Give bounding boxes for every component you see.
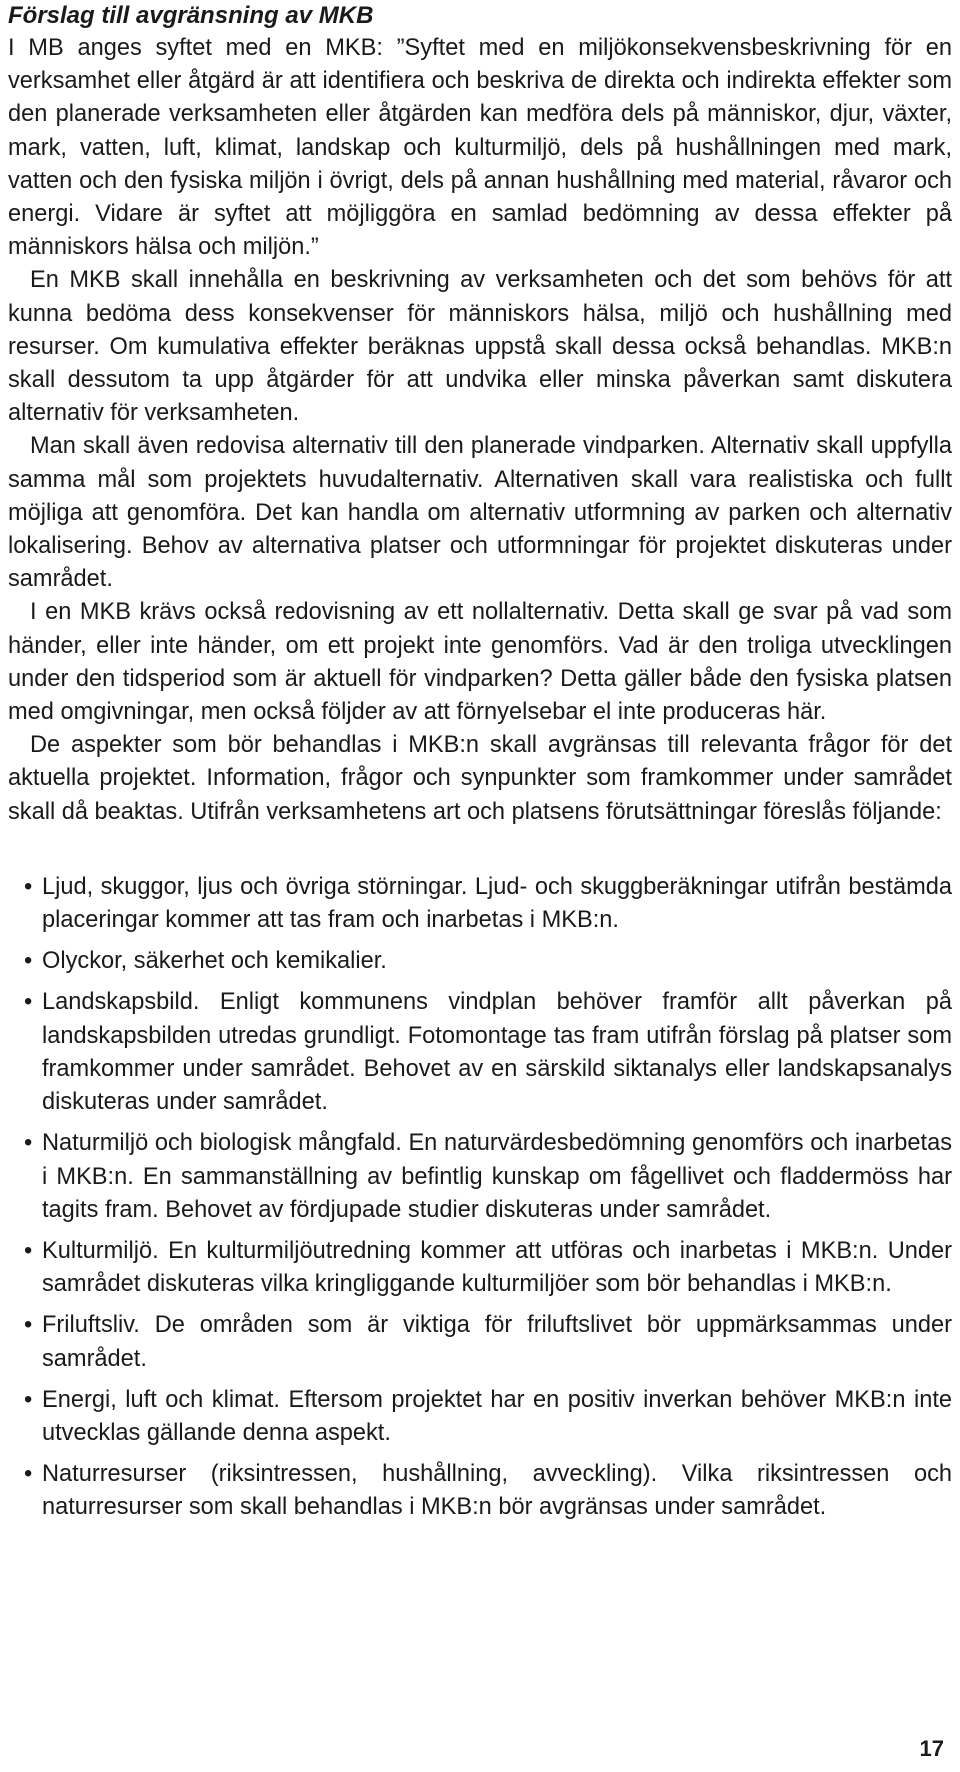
list-item-text: Naturresurser (riksintressen, hushållning, avveckling). Vilka riksintressen och naturresurser som skall behandlas i MKB:n bör avgränsas under samrådet. [42,1461,952,1521]
list-item [8,1309,952,1375]
list-item [8,945,952,978]
paragraph-purpose: I MB anges syftet med en MKB: ”Syftet med en miljökonsekvensbeskrivning för en verksamhet eller åtgärd är att identifiera och beskriva de direkta och indirekta effekter som den planerade verksamheten eller åtgärden kan medföra dels på människor, djur, växter, mark, vatten, luft, klimat, landskap och kulturmiljö, dels på hushållningen med mark, vatten och den fysiska miljön i övrigt, dels på annan hushållning med material, råvaror och energi. Vidare är syftet att möjliggöra en samlad bedömning av dessa effekter på människors hälsa och miljön.” [8,35,952,261]
paragraph-alternatives: Man skall även redovisa alternativ till den planerade vindparken. Alternativ skall uppfylla samma mål som projektets huvudalternativ. Alternativen skall vara realistiska och fullt möjliga att genomföra. Det kan handla om alternativ utformning av parken och alternativ lokalisering. Behov av alternativa platser och utformningar för projektet diskuteras under samrådet. [8,433,952,593]
bullet-icon: • [24,1312,33,1339]
bullet-icon: • [24,1386,33,1413]
list-item-text: Naturmiljö och biologisk mångfald. En naturvärdesbedömning genomförs och inarbetas i MKB:n. En sammanställning av befintlig kunskap om fågellivet och fladdermöss har tagits fram. Behovet av fördjupade studier diskuteras under samrådet. [42,1130,952,1223]
list-item [8,871,952,937]
paragraph-aspects: De aspekter som bör behandlas i MKB:n skall avgränsas till relevanta frågor för det aktuella projektet. Information, frågor och synpunkter som framkommer under samrådet skall då beaktas. Utifrån verksamhetens art och platsens förutsättningar föreslås följande: [8,732,952,825]
bullet-icon: • [24,1237,33,1264]
list-item-text: Kulturmiljö. En kulturmiljöutredning kommer att utföras och inarbetas i MKB:n. Under samrådet diskuteras vilka kringliggande kulturmiljöer som bör behandlas i MKB:n. [42,1237,952,1298]
list-item [8,986,952,1119]
bullet-icon: • [24,873,33,900]
bullet-icon: • [24,1130,33,1157]
list-item [8,1127,952,1227]
bullet-icon: • [24,1461,33,1488]
list-item-text: Energi, luft och klimat. Eftersom projektet har en positiv inverkan behöver MKB:n inte utvecklas gällande denna aspekt. [42,1386,952,1446]
document-page [8,0,952,1533]
list-item [8,1458,952,1524]
bullet-icon: • [24,948,33,975]
list-item-text: Ljud, skuggor, ljus och övriga störningar. Ljud- och skuggberäkningar utifrån bestämda placeringar kommer att tas fram och inarbetas i MKB:n. [42,873,952,934]
page-number: 17 [919,1736,944,1761]
section-heading: Förslag till avgränsning av MKB [8,2,374,29]
paragraph-zero-alternative: I en MKB krävs också redovisning av ett nollalternativ. Detta skall ge svar på vad som händer, eller inte händer, om ett projekt inte genomförs. Vad är den troliga utvecklingen under den tidsperiod som är aktuell för vindparken? Detta gäller både den fysiska platsen med omgivningar, men också följder av att förnyelsebar el inte produceras här. [8,599,952,726]
list-item-text: Landskapsbild. Enligt kommunens vindplan behöver framför allt påverkan på landskapsbilden utredas grundligt. Fotomontage tas fram utifrån förslag på platser som framkommer under samrådet. Behovet av en särskild siktanalys eller landskapsanalys diskuteras under samrådet. [42,989,952,1116]
list-item-text: Olyckor, säkerhet och kemikalier. [42,948,387,975]
list-item-text: Friluftsliv. De områden som är viktiga för friluftslivet bör uppmärksammas under samrådet. [42,1312,952,1372]
bullet-icon: • [24,989,33,1016]
paragraph-contents: En MKB skall innehålla en beskrivning av verksamheten och det som behövs för att kunna bedöma dess konsekvenser för människors hälsa, miljö och hushållning med resurser. Om kumulativa effekter beräknas uppstå skall dessa också behandlas. MKB:n skall dessutom ta upp åtgärder för att undvika eller minska påverkan samt diskutera alternativ för verksamheten. [8,267,952,427]
list-item [8,1384,952,1450]
list-item [8,1235,952,1301]
aspect-list [8,871,952,1525]
